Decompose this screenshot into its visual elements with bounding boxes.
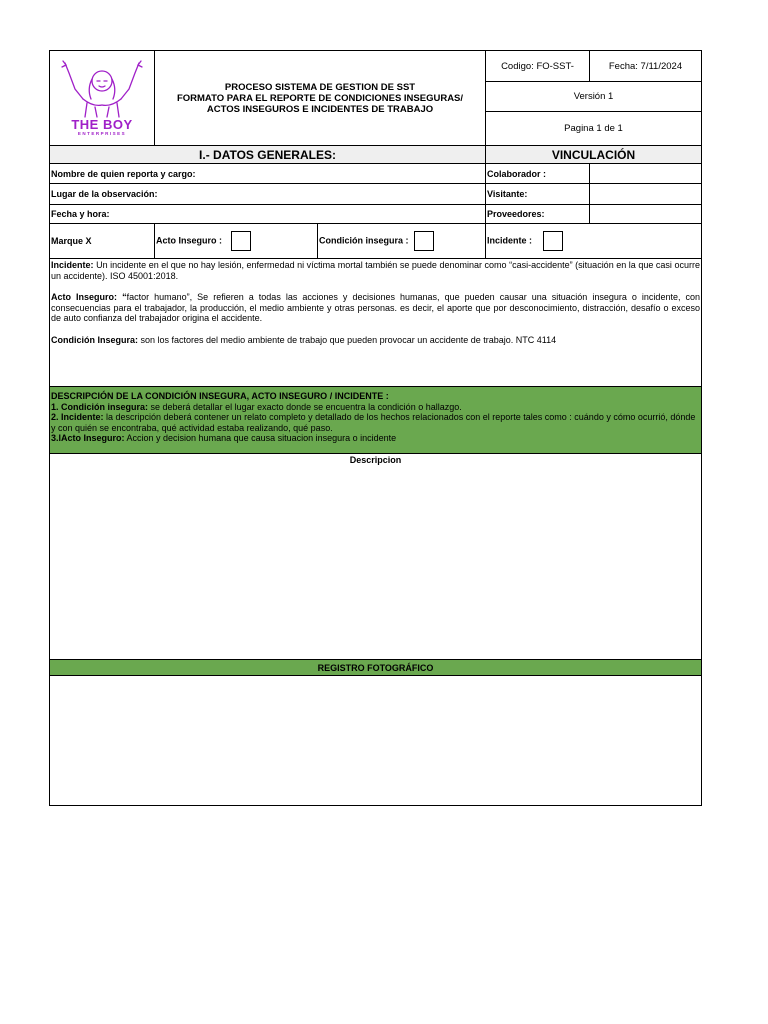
title-line-3: ACTOS INSEGUROS E INCIDENTES DE TRABAJO xyxy=(206,103,434,115)
document-title xyxy=(155,51,486,146)
item1-term: 1. Condición insegura: xyxy=(51,401,149,412)
registro-fotografico-heading: REGISTRO FOTOGRÁFICO xyxy=(50,660,702,676)
acto-definition xyxy=(51,292,700,324)
condicion-insegura-label: Condición insegura : xyxy=(319,235,409,246)
item3-text: Accion y decision humana que causa situacion insegura o incidente xyxy=(124,433,397,443)
proveedores-value[interactable] xyxy=(590,205,702,224)
logo-text: THE BOY xyxy=(71,117,133,132)
pagina-cell: Pagina 1 de 1 xyxy=(486,111,702,145)
description-instructions xyxy=(50,387,702,454)
vinculacion-heading: VINCULACIÓN xyxy=(486,146,702,164)
proveedores-label: Proveedores: xyxy=(486,205,590,224)
descripcion-area[interactable] xyxy=(50,454,702,660)
colaborador-label: Colaborador : xyxy=(486,164,590,184)
incidente-text: Un incidente en el que no hay lesión, enfermedad ni víctima mortal también se puede denominar como “casi-accidente” (situación en la que casi ocurre un accidente). ISO 45001:2018. xyxy=(51,260,700,281)
acto-inseguro-checkbox[interactable] xyxy=(231,231,251,251)
description-item-3 xyxy=(51,433,700,444)
title-line-2: FORMATO PARA EL REPORTE DE CONDICIONES INSEGURAS/ xyxy=(176,92,464,104)
item1-text: se deberá detallar el lugar exacto donde se encuentra la condición o hallazgo. xyxy=(148,401,462,412)
photo-area[interactable] xyxy=(50,676,702,806)
item2-term: 2. Incidente: xyxy=(51,412,104,422)
incidente-term: Incidente: xyxy=(51,260,94,270)
fecha-hora-field[interactable]: Fecha y hora: xyxy=(50,205,486,224)
definitions-block xyxy=(50,259,702,387)
acto-inseguro-label: Acto Inseguro : xyxy=(156,235,223,246)
condicion-term: Condición Insegura: xyxy=(51,334,139,345)
logo-subtext: ENTERPRISES xyxy=(77,131,127,136)
incidente-option xyxy=(486,224,702,259)
marque-label: Marque X xyxy=(50,224,155,259)
acto-term: Acto Inseguro: “ xyxy=(51,292,127,302)
fecha-cell: Fecha: 7/11/2024 xyxy=(590,51,702,82)
incidente-definition xyxy=(51,260,700,281)
sst-report-form xyxy=(49,50,701,806)
description-item-2 xyxy=(51,412,700,433)
incidente-checkbox[interactable] xyxy=(543,231,563,251)
company-logo-icon xyxy=(57,59,147,119)
visitante-label: Visitante: xyxy=(486,184,590,205)
nombre-field[interactable]: Nombre de quien reporta y cargo: xyxy=(50,164,486,184)
datos-generales-heading: I.- DATOS GENERALES: xyxy=(50,146,486,164)
colaborador-value[interactable] xyxy=(590,164,702,184)
logo-cell xyxy=(50,51,155,146)
item2-text: la descripción deberá contener un relato completo y detallado de los hechos relacionados con el reporte tales como : cuándo y cómo ocurrió, dónde y con quién se encontraba, qué actividad estaba realizando, qué paso. xyxy=(51,412,696,433)
condicion-text: son los factores del medio ambiente de trabajo que pueden provocar un accidente de trabajo. NTC 4114 xyxy=(138,334,557,345)
acto-text: factor humano”, Se refieren a todas las acciones y decisiones humanas, que pueden causar una situación insegura o incidente, con consecuencias para el trabajador, la producción, el medio ambiente y otras personas. es decir, el aporte que por desconocimiento, distracción, desafío o exceso de auto confianza del trabajador origina el accidente. xyxy=(51,292,700,323)
acto-inseguro-option xyxy=(155,224,318,259)
condicion-insegura-checkbox[interactable] xyxy=(414,231,434,251)
description-item-1 xyxy=(51,402,700,413)
descripcion-label: Descripcion xyxy=(349,455,402,465)
description-heading: DESCRIPCIÓN DE LA CONDICIÓN INSEGURA, ACTO INSEGURO / INCIDENTE : xyxy=(51,391,389,401)
title-line-1: PROCESO SISTEMA DE GESTION DE SST xyxy=(224,81,416,93)
visitante-value[interactable] xyxy=(590,184,702,205)
condicion-insegura-option xyxy=(318,224,486,259)
version-cell: Versión 1 xyxy=(486,82,702,111)
codigo-cell: Codigo: FO-SST- xyxy=(486,51,590,82)
item3-term: 3.lActo Inseguro: xyxy=(51,433,125,443)
lugar-field[interactable]: Lugar de la observación: xyxy=(50,184,486,205)
condicion-definition xyxy=(51,335,700,346)
incidente-label: Incidente : xyxy=(487,235,533,246)
